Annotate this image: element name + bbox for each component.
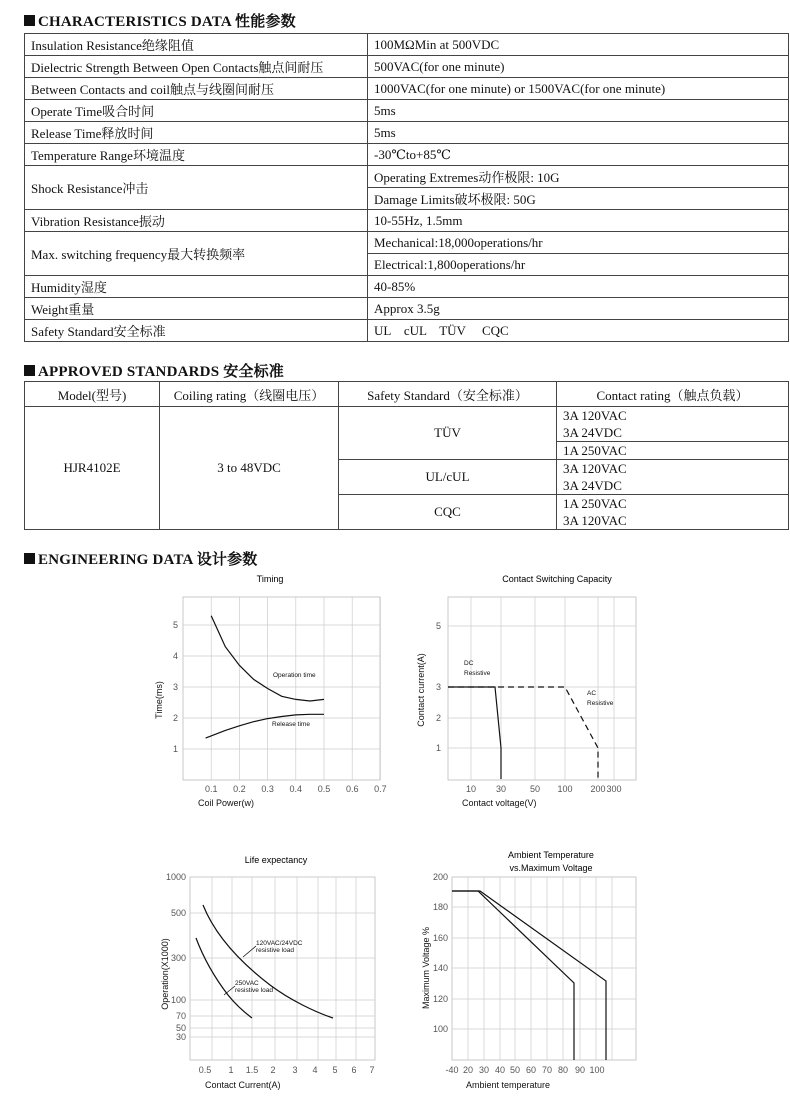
engineering-title-text: ENGINEERING DATA 设计参数 bbox=[38, 552, 258, 568]
annotation-pointer bbox=[243, 946, 256, 957]
y-axis-label: Operation(X1000) bbox=[160, 938, 170, 1010]
plot-frame bbox=[190, 877, 375, 1060]
table-cell: Mechanical:18,000operations/hr bbox=[368, 232, 789, 254]
tick-label: 100 bbox=[589, 1065, 605, 1075]
grid bbox=[452, 877, 636, 1060]
tick-label: 4 bbox=[172, 651, 178, 661]
tick-label: 1 bbox=[172, 744, 178, 754]
tick-label: 1000 bbox=[165, 872, 186, 882]
table-cell: Vibration Resistance振动 bbox=[25, 210, 368, 232]
annotation-pointer bbox=[224, 986, 235, 995]
rating-line: 3A 24VDC bbox=[563, 478, 622, 493]
ac-resistive-line bbox=[448, 687, 598, 779]
tick-label: 140 bbox=[432, 963, 448, 973]
standard-cell: CQC bbox=[339, 495, 557, 530]
chart-subtitle: vs.Maximum Voltage bbox=[509, 863, 593, 873]
tick-label: 80 bbox=[557, 1065, 569, 1075]
life-expectancy-chart bbox=[160, 855, 375, 1090]
tick-label: 40 bbox=[494, 1065, 506, 1075]
annotation: resistive load bbox=[256, 947, 294, 954]
table-cell: Shock Resistance冲击 bbox=[25, 166, 368, 210]
tick-label: 0.4 bbox=[289, 784, 303, 794]
chart-title: Ambient Temperature bbox=[508, 850, 594, 860]
tick-label: 60 bbox=[525, 1065, 537, 1075]
tick-label: 30 bbox=[175, 1032, 186, 1042]
table-cell: Operating Extremes动作极限: 10G bbox=[368, 166, 789, 188]
tick-label: 100 bbox=[432, 1024, 448, 1034]
table-cell: Electrical:1,800operations/hr bbox=[368, 254, 789, 276]
annotation: 120VAC/24VDC bbox=[256, 940, 303, 947]
table-cell: Max. switching frequency最大转换频率 bbox=[25, 232, 368, 276]
tick-label: 70 bbox=[541, 1065, 553, 1075]
standard-cell: UL/cUL bbox=[339, 460, 557, 495]
tick-label: 100 bbox=[557, 784, 573, 794]
x-axis-label: Ambient temperature bbox=[466, 1080, 551, 1090]
x-axis-label: Contact voltage(V) bbox=[462, 798, 537, 808]
rating-line: 3A 120VAC bbox=[563, 461, 627, 476]
chart-title: Timing bbox=[256, 574, 284, 584]
tick-label: 7 bbox=[369, 1065, 375, 1075]
tick-label: 1.5 bbox=[245, 1065, 259, 1075]
table-cell: Damage Limits破坏极限: 50G bbox=[368, 188, 789, 210]
tick-label: 6 bbox=[351, 1065, 357, 1075]
table-cell: Between Contacts and coil触点与线圈间耐压 bbox=[25, 78, 368, 100]
tick-label: 5 bbox=[435, 621, 441, 631]
x-axis-label: Coil Power(w) bbox=[198, 798, 255, 808]
line-a bbox=[452, 891, 574, 1060]
model-cell: HJR4102E bbox=[25, 407, 160, 530]
ambient-temperature-chart bbox=[421, 850, 636, 1090]
rating-cell: 1A 250VAC bbox=[557, 442, 789, 460]
approved-title-text: APPROVED STANDARDS 安全标准 bbox=[38, 364, 284, 380]
table-cell: Safety Standard安全标准 bbox=[25, 320, 368, 342]
annotation: 250VAC bbox=[235, 980, 259, 987]
annotation: AC bbox=[587, 690, 597, 697]
tick-label: 0.6 bbox=[345, 784, 359, 794]
annotation: DC bbox=[464, 660, 474, 667]
column-header: Safety Standard（安全标准） bbox=[339, 382, 557, 407]
rating-line: 1A 250VAC bbox=[563, 496, 627, 511]
annotation: resistive load bbox=[235, 987, 273, 994]
column-header: Contact rating（触点负载） bbox=[557, 382, 789, 407]
chart-title: Life expectancy bbox=[244, 855, 308, 865]
tick-label: 160 bbox=[432, 933, 448, 943]
tick-labels bbox=[436, 621, 622, 794]
tick-label: 180 bbox=[432, 902, 448, 912]
tick-label: 20 bbox=[462, 1065, 474, 1075]
tick-label: 0.3 bbox=[261, 784, 274, 794]
tick-label: 0.5 bbox=[317, 784, 331, 794]
table-cell: Dielectric Strength Between Open Contacts触点间耐压 bbox=[25, 56, 368, 78]
characteristics-title-text: CHARACTERISTICS DATA 性能参数 bbox=[38, 14, 296, 30]
tick-label: 1 bbox=[435, 743, 441, 753]
switching-capacity-chart bbox=[416, 574, 636, 808]
tick-label: 50 bbox=[529, 784, 541, 794]
tick-label: 2 bbox=[172, 713, 178, 723]
tick-label: 50 bbox=[509, 1065, 521, 1075]
tick-label: 0.5 bbox=[198, 1065, 212, 1075]
tick-label: 120 bbox=[432, 994, 448, 1004]
tick-label: 0.7 bbox=[374, 784, 387, 794]
x-axis-label: Contact Current(A) bbox=[205, 1080, 281, 1090]
tick-label: 300 bbox=[170, 953, 186, 963]
tick-label: 4 bbox=[312, 1065, 318, 1075]
rating-line: 3A 120VAC bbox=[563, 408, 627, 423]
table-cell: Humidity湿度 bbox=[25, 276, 368, 298]
tick-labels bbox=[433, 872, 605, 1075]
table-cell: 1000VAC(for one minute) or 1500VAC(for one minute) bbox=[368, 78, 789, 100]
tick-label: 30 bbox=[478, 1065, 490, 1075]
table-cell: Approx 3.5g bbox=[368, 298, 789, 320]
table-cell: 5ms bbox=[368, 122, 789, 144]
tick-label: 5 bbox=[172, 620, 178, 630]
y-axis-label: Time(ms) bbox=[154, 681, 164, 719]
grid bbox=[448, 597, 636, 780]
tick-label: 30 bbox=[495, 784, 507, 794]
tick-label: 10 bbox=[465, 784, 477, 794]
annotation: Resistive bbox=[587, 700, 614, 707]
coil-cell: 3 to 48VDC bbox=[160, 407, 339, 530]
dc-resistive-line bbox=[448, 687, 501, 779]
column-header: Model(型号) bbox=[25, 382, 160, 407]
y-axis-label: Contact current(A) bbox=[416, 653, 426, 727]
table-cell: Temperature Range环境温度 bbox=[25, 144, 368, 166]
plot-frame bbox=[448, 597, 636, 780]
table-cell: 5ms bbox=[368, 100, 789, 122]
tick-label: 500 bbox=[170, 908, 186, 918]
annotation: Resistive bbox=[464, 670, 491, 677]
tick-label: 70 bbox=[175, 1011, 186, 1021]
table-cell: Operate Time吸合时间 bbox=[25, 100, 368, 122]
tick-label: 2 bbox=[435, 713, 441, 723]
tick-labels bbox=[166, 872, 375, 1075]
tick-label: 200 bbox=[590, 784, 606, 794]
tick-label: 90 bbox=[574, 1065, 586, 1075]
tick-label: 0.2 bbox=[233, 784, 246, 794]
grid bbox=[183, 597, 380, 780]
table-cell: Weight重量 bbox=[25, 298, 368, 320]
tick-label: 50 bbox=[175, 1023, 186, 1033]
standard-cell: TÜV bbox=[339, 407, 557, 460]
tick-labels bbox=[173, 620, 387, 794]
tick-label: 3 bbox=[172, 682, 178, 692]
y-axis-label: Maximum Voltage % bbox=[421, 926, 431, 1010]
grid bbox=[190, 877, 375, 1060]
tick-label: 3 bbox=[435, 682, 441, 692]
rating-line: 3A 120VAC bbox=[563, 513, 627, 528]
chart-title: Contact Switching Capacity bbox=[502, 574, 612, 584]
plot-frame bbox=[183, 597, 380, 780]
table-cell: UL cUL TÜV CQC bbox=[368, 320, 789, 342]
series-label: Release time bbox=[272, 721, 310, 728]
rating-line: 3A 24VDC bbox=[563, 425, 622, 440]
tick-label: 200 bbox=[432, 872, 448, 882]
tick-label: 300 bbox=[606, 784, 622, 794]
table-cell: -30℃to+85℃ bbox=[368, 144, 789, 166]
table-cell: 40-85% bbox=[368, 276, 789, 298]
plot-frame bbox=[452, 877, 636, 1060]
line-b bbox=[452, 891, 606, 1060]
tick-label: -40 bbox=[445, 1065, 459, 1075]
column-header: Coiling rating（线圈电压） bbox=[160, 382, 339, 407]
tick-label: 5 bbox=[332, 1065, 338, 1075]
table-cell: 100MΩMin at 500VDC bbox=[368, 34, 789, 56]
tick-label: 3 bbox=[292, 1065, 298, 1075]
tick-label: 1 bbox=[228, 1065, 234, 1075]
tick-label: 2 bbox=[270, 1065, 276, 1075]
series-label: Operation time bbox=[273, 672, 316, 679]
timing-chart bbox=[154, 574, 387, 808]
table-cell: 10-55Hz, 1.5mm bbox=[368, 210, 789, 232]
tick-label: 0.1 bbox=[204, 784, 218, 794]
table-cell: 500VAC(for one minute) bbox=[368, 56, 789, 78]
table-cell: Insulation Resistance绝缘阻值 bbox=[25, 34, 368, 56]
series-120vac-line bbox=[203, 905, 333, 1018]
table-cell: Release Time释放时间 bbox=[25, 122, 368, 144]
series-250vac-line bbox=[196, 938, 252, 1018]
tick-label: 100 bbox=[170, 995, 186, 1005]
